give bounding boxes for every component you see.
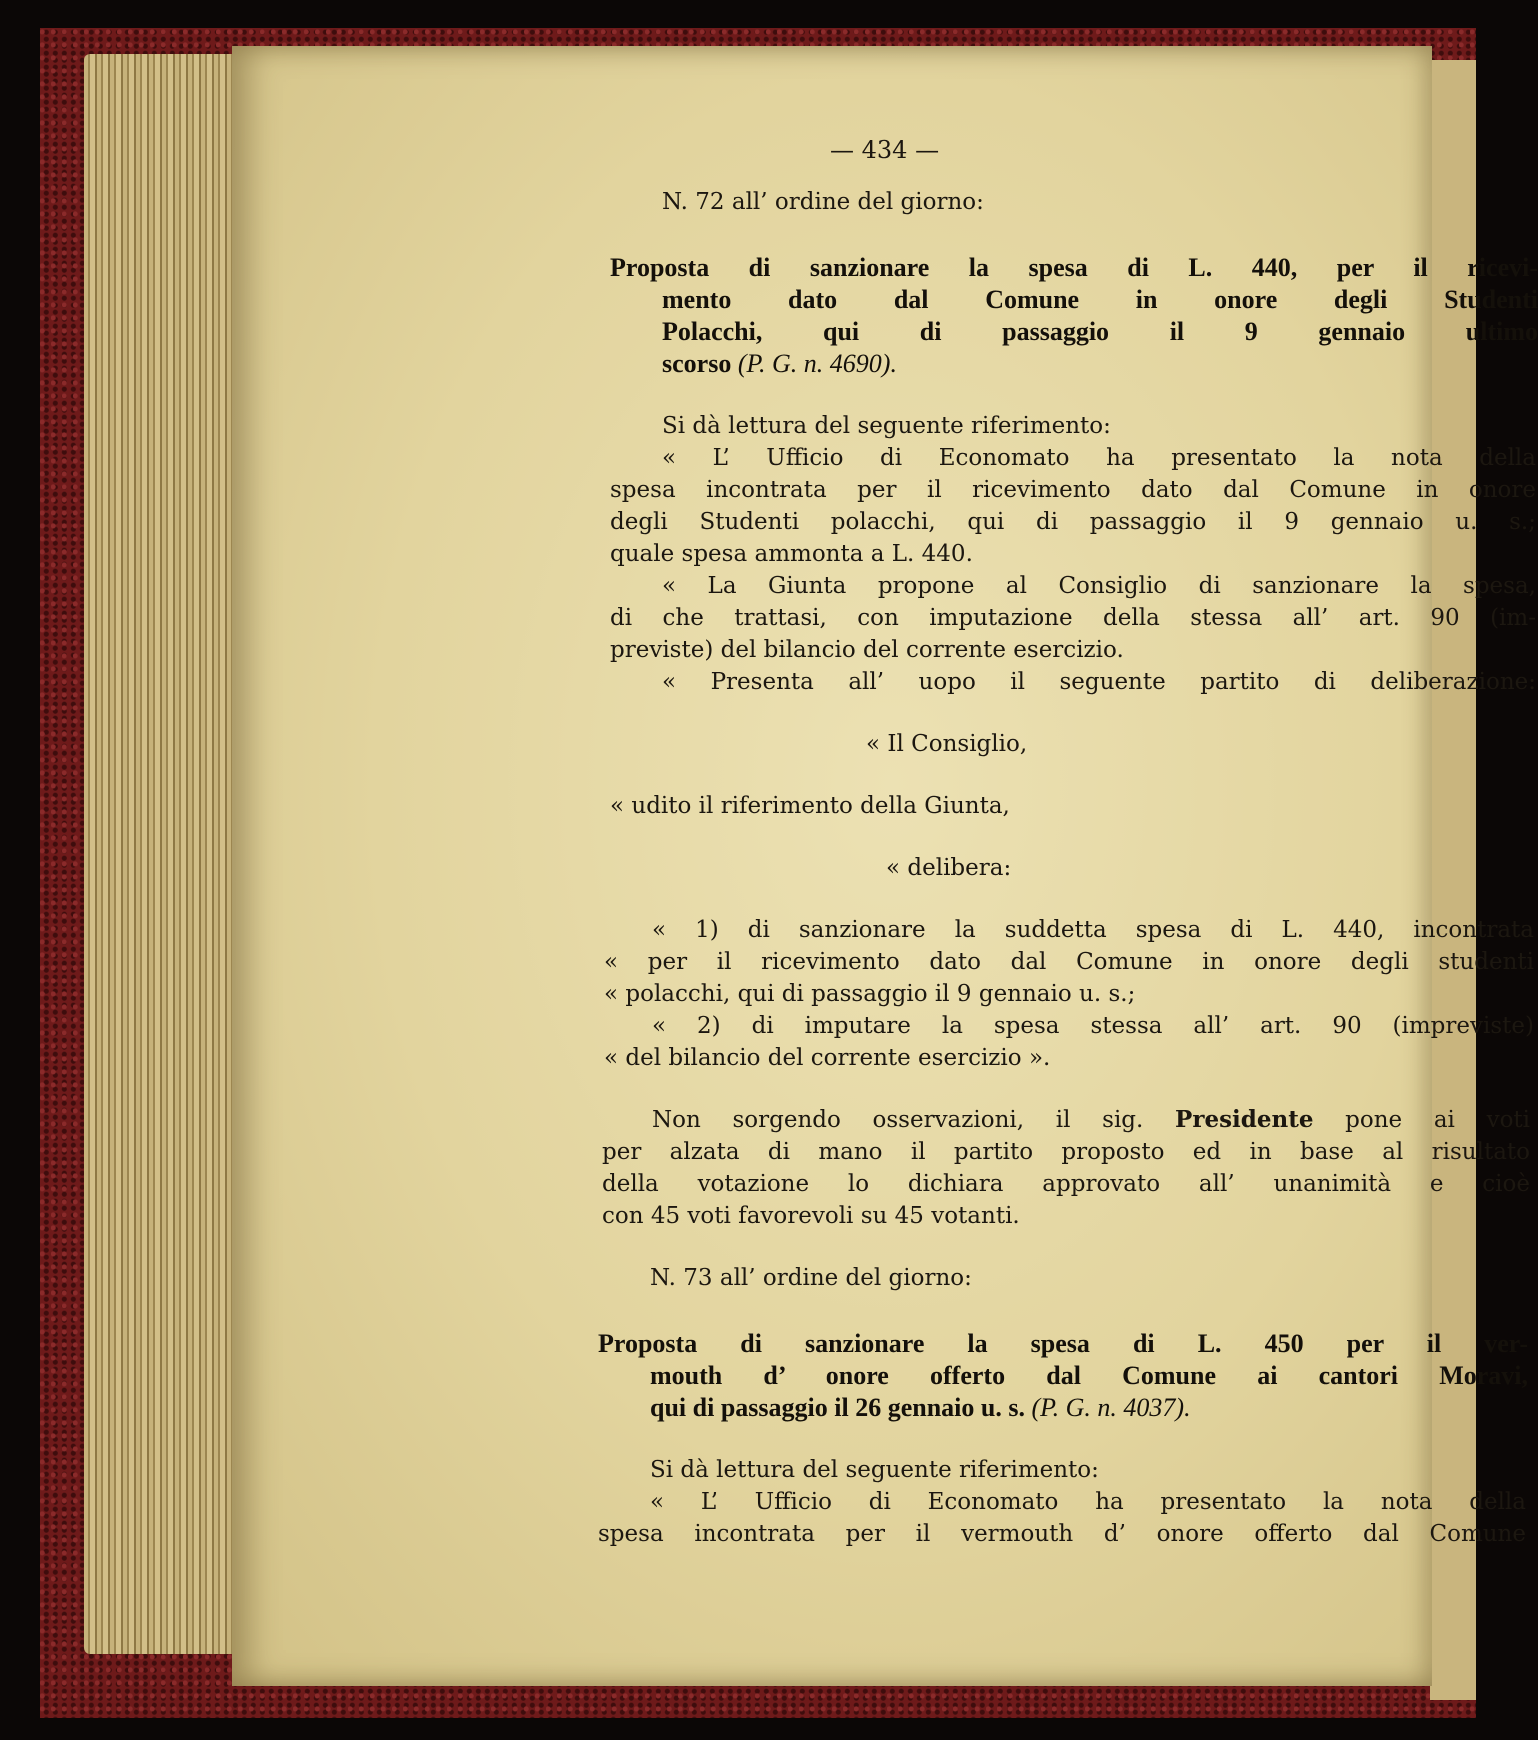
report-line-6: « La Giunta propone al Consiglio di sanzionare la spesa,: [662, 573, 1536, 599]
proposal-73-line-1: Proposta di sanzionare la spesa di L. 450 per il ver-: [598, 1329, 1528, 1358]
vote-line-1: Non sorgendo osservazioni, il sig. Presidente pone ai voti: [652, 1106, 1531, 1133]
report-line-8: previste) del bilancio del corrente esercizio.: [610, 637, 1124, 663]
report2-line-2: « L’ Ufficio di Economato ha presentato la nota della: [650, 1489, 1526, 1515]
reading-intro-2: Si dà lettura del seguente riferimento:: [650, 1457, 1099, 1483]
deliberation-line-3: « polacchi, qui di passaggio il 9 gennaio u. s.;: [604, 981, 1136, 1007]
vote-line-2: per alzata di mano il partito proposto ed in base al risultato: [602, 1139, 1530, 1165]
deliberation-line-4: « 2) di imputare la spesa stessa all’ art. 90 (impreviste): [652, 1013, 1534, 1039]
consiglio-line: « Il Consiglio,: [866, 731, 1028, 757]
report-line-9: « Presenta all’ uopo il seguente partito di deliberazione:: [662, 669, 1536, 695]
vote-line-4: con 45 voti favorevoli su 45 votanti.: [602, 1203, 1020, 1229]
vote-line-3: della votazione lo dichiara approvato all’ unanimità e cioè: [602, 1171, 1530, 1197]
page-number: — 434 —: [830, 136, 940, 164]
report-line-5: quale spesa ammonta a L. 440.: [610, 541, 973, 567]
proposal-72-line-4: scorso (P. G. n. 4690).: [662, 349, 897, 378]
page-edges: [84, 54, 244, 1654]
report2-line-3: spesa incontrata per il vermouth d’ onore offerto dal Comune: [598, 1521, 1526, 1547]
proposal-72-line-1: Proposta di sanzionare la spesa di L. 440, per il ricevi-: [610, 253, 1538, 282]
book-page: [232, 46, 1538, 1686]
deliberation-line-5: « del bilancio del corrente esercizio ».: [604, 1045, 1051, 1071]
report-line-7: di che trattasi, con imputazione della stessa all’ art. 90 (im-: [610, 605, 1536, 631]
proposal-72-line-3: Polacchi, qui di passaggio il 9 gennaio ultimo: [662, 317, 1538, 346]
deliberation-line-2: « per il ricevimento dato dal Comune in onore degli studenti: [604, 949, 1534, 975]
report-line-2: « L’ Ufficio di Economato ha presentato la nota della: [662, 445, 1536, 471]
udito-line: « udito il riferimento della Giunta,: [610, 793, 1010, 819]
delibera-line: « delibera:: [886, 855, 1012, 881]
deliberation-line-1: « 1) di sanzionare la suddetta spesa di L. 440, incontrata: [652, 917, 1534, 943]
reading-intro: Si dà lettura del seguente riferimento:: [662, 413, 1111, 439]
proposal-73-line-3: qui di passaggio il 26 gennaio u. s. (P. G. n. 4037).: [650, 1393, 1191, 1422]
report-line-4: degli Studenti polacchi, qui di passaggio il 9 gennaio u. s.;: [610, 509, 1536, 535]
proposal-72-line-2: mento dato dal Comune in onore degli Studenti: [662, 285, 1538, 314]
proposal-73-line-2: mouth d’ onore offerto dal Comune ai cantori Moravi,: [650, 1361, 1528, 1390]
report-line-3: spesa incontrata per il ricevimento dato dal Comune in onore: [610, 477, 1536, 503]
agenda-item-73-heading: N. 73 all’ ordine del giorno:: [650, 1265, 972, 1291]
agenda-item-72-heading: N. 72 all’ ordine del giorno:: [662, 189, 984, 215]
